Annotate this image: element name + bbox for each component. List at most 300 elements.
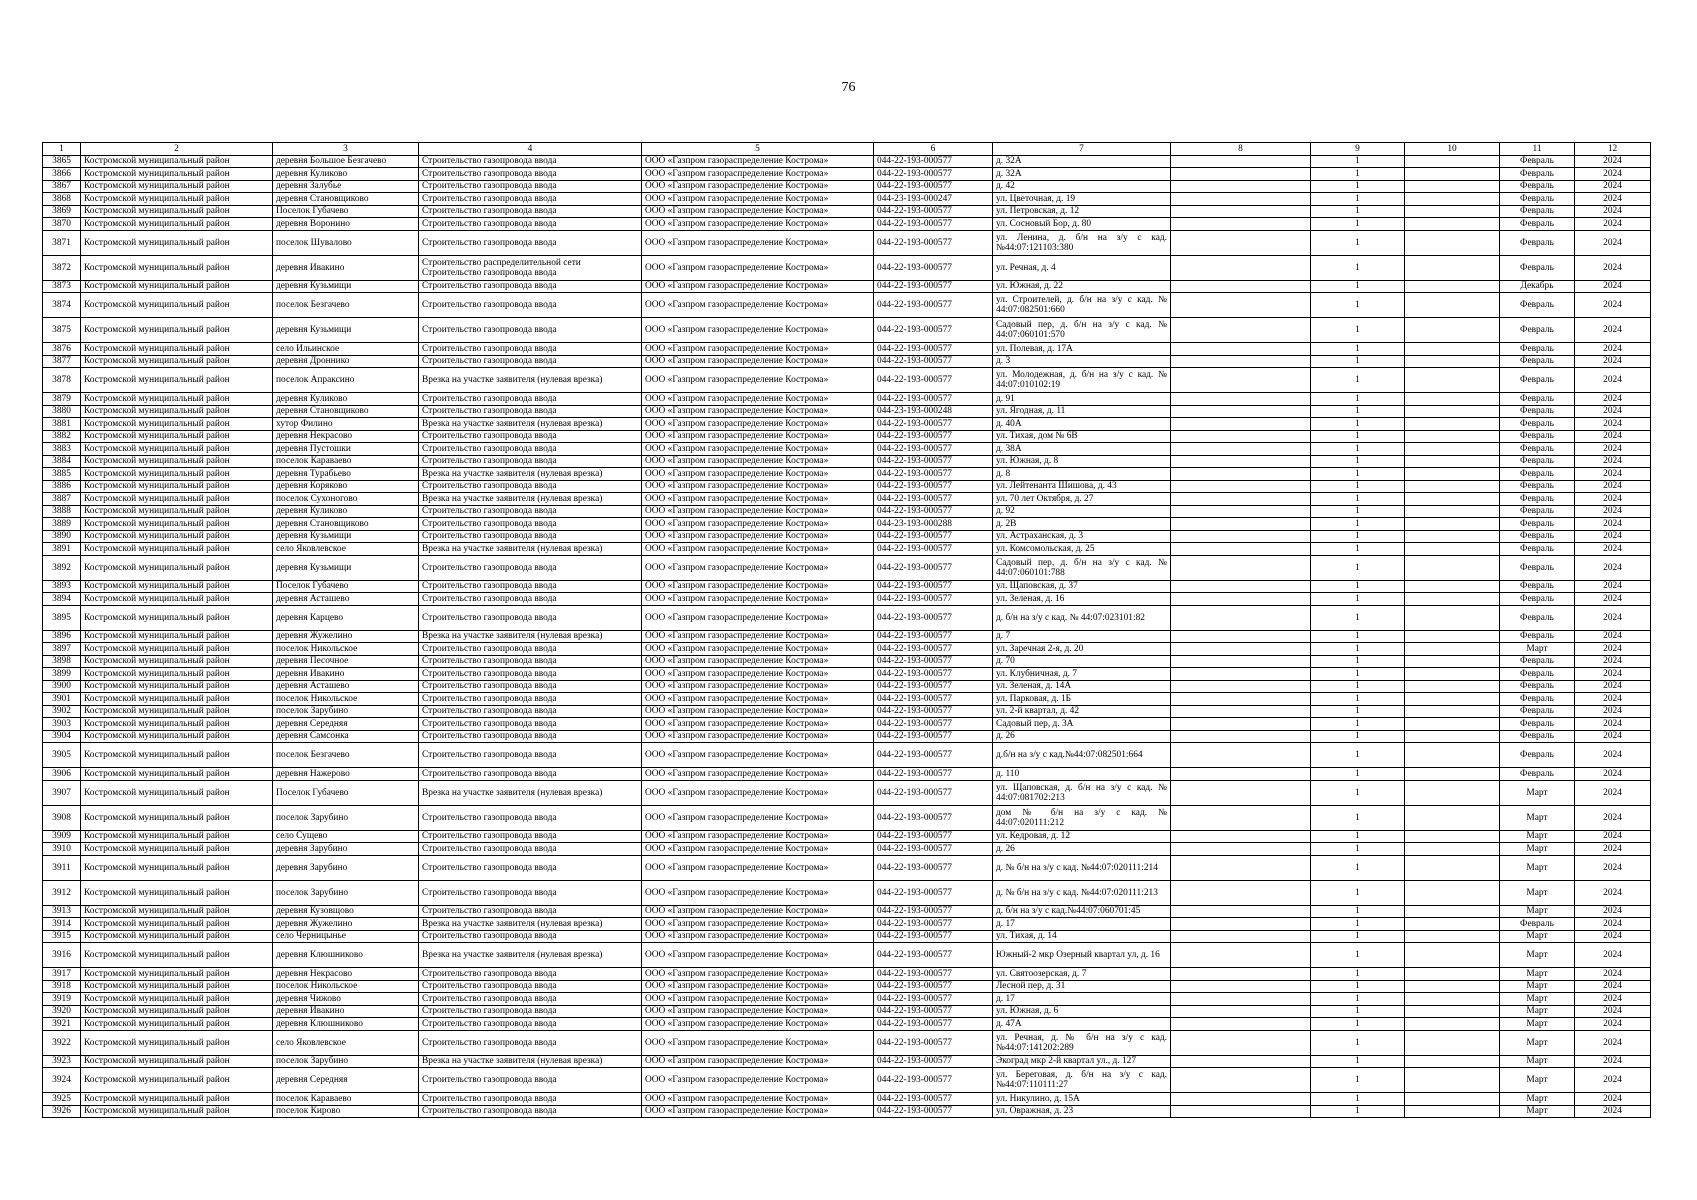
district-cell: Костромской муниципальный район [81,680,273,693]
table-row [43,218,1651,231]
row-number: 3875 [43,318,81,343]
locality-cell: деревня Кузьмищи [273,530,419,543]
address-cell: ул. Щаповская, д. 37 [993,580,1171,593]
code-cell: 044-22-193-000577 [874,418,993,431]
organization-cell: ООО «Газпром газораспределение Кострома» [642,1055,874,1068]
column-10-cell [1405,405,1500,418]
locality-cell: деревня Ивакино [273,668,419,681]
locality-cell: деревня Чижово [273,993,419,1006]
locality-cell: деревня Зарубино [273,843,419,856]
work-type-cell: Строительство газопровода ввода [419,668,642,681]
work-type-cell: Строительство газопровода ввода [419,730,642,743]
column-8-cell [1171,680,1311,693]
column-8-cell [1171,668,1311,681]
row-number: 3910 [43,843,81,856]
year-cell: 2024 [1575,355,1651,368]
locality-cell: поселок Зарубино [273,705,419,718]
column-10-cell [1405,530,1500,543]
district-cell: Костромской муниципальный район [81,743,273,768]
table-row [43,555,1651,580]
address-cell: ул. Полевая, д. 17А [993,343,1171,356]
code-cell: 044-22-193-000577 [874,430,993,443]
work-type-cell: Строительство газопровода ввода [419,318,642,343]
column-10-cell [1405,743,1500,768]
row-number: 3884 [43,455,81,468]
row-number: 3908 [43,805,81,830]
table-row [43,743,1651,768]
district-cell: Костромской муниципальный район [81,855,273,880]
quantity-cell: 1 [1311,293,1405,318]
column-8-cell [1171,730,1311,743]
table-row [43,730,1651,743]
column-10-cell [1405,768,1500,781]
month-cell: Март [1500,930,1575,943]
quantity-cell: 1 [1311,543,1405,556]
work-type-cell: Строительство газопровода ввода [419,205,642,218]
row-number: 3918 [43,980,81,993]
work-type-cell: Врезка на участке заявителя (нулевая врезка) [419,543,642,556]
work-type-cell: Строительство газопровода ввода [419,693,642,706]
district-cell: Костромской муниципальный район [81,493,273,506]
address-cell: ул. Никулино, д. 15А [993,1093,1171,1106]
locality-cell: деревня Дроннико [273,355,419,368]
locality-cell: поселок Никольское [273,643,419,656]
table-row [43,605,1651,630]
column-8-cell [1171,705,1311,718]
year-cell: 2024 [1575,1068,1651,1093]
district-cell: Костромской муниципальный район [81,1105,273,1118]
work-type-cell: Строительство газопровода ввода [419,605,642,630]
column-8-cell [1171,430,1311,443]
table-row [43,880,1651,905]
quantity-cell: 1 [1311,518,1405,531]
address-cell: Садовый пер, д. б/н на з/у с кад. № 44:07:060101:788 [993,555,1171,580]
locality-cell: хутор Филино [273,418,419,431]
quantity-cell: 1 [1311,593,1405,606]
district-cell: Костромской муниципальный район [81,630,273,643]
year-cell: 2024 [1575,830,1651,843]
year-cell: 2024 [1575,543,1651,556]
year-cell: 2024 [1575,968,1651,981]
district-cell: Костромской муниципальный район [81,780,273,805]
year-cell: 2024 [1575,980,1651,993]
row-number: 3911 [43,855,81,880]
column-10-cell [1405,180,1500,193]
column-10-cell [1405,943,1500,968]
column-8-cell [1171,605,1311,630]
row-number: 3905 [43,743,81,768]
column-8-cell [1171,368,1311,393]
locality-cell: село Яковлевское [273,1030,419,1055]
code-cell: 044-22-193-000577 [874,443,993,456]
column-8-cell [1171,905,1311,918]
column-8-cell [1171,393,1311,406]
table-row [43,518,1651,531]
locality-cell: село Яковлевское [273,543,419,556]
column-8-cell [1171,293,1311,318]
month-cell: Март [1500,855,1575,880]
month-cell: Февраль [1500,730,1575,743]
address-cell: ул. Петровская, д. 12 [993,205,1171,218]
address-cell: ул. Тихая, д. 14 [993,930,1171,943]
column-10-cell [1405,418,1500,431]
work-type-cell: Строительство газопровода ввода [419,393,642,406]
locality-cell: деревня Асташево [273,680,419,693]
district-cell: Костромской муниципальный район [81,255,273,280]
year-cell: 2024 [1575,680,1651,693]
month-cell: Март [1500,1093,1575,1106]
row-number: 3894 [43,593,81,606]
locality-cell: Поселок Губачево [273,780,419,805]
table-row [43,655,1651,668]
column-8-cell [1171,643,1311,656]
column-8-cell [1171,993,1311,1006]
code-cell: 044-23-193-000247 [874,193,993,206]
code-cell: 044-23-193-000288 [874,518,993,531]
year-cell: 2024 [1575,693,1651,706]
address-cell: Экоград мкр 2-й квартал ул., д. 127 [993,1055,1171,1068]
column-8-cell [1171,580,1311,593]
organization-cell: ООО «Газпром газораспределение Кострома» [642,405,874,418]
table-row [43,1105,1651,1118]
code-cell: 044-22-193-000577 [874,230,993,255]
table-row [43,580,1651,593]
column-8-cell [1171,218,1311,231]
organization-cell: ООО «Газпром газораспределение Кострома» [642,968,874,981]
year-cell: 2024 [1575,905,1651,918]
work-type-cell: Строительство газопровода ввода [419,743,642,768]
column-8-cell [1171,980,1311,993]
month-cell: Март [1500,1055,1575,1068]
address-cell: ул. Южная, д. 22 [993,280,1171,293]
organization-cell: ООО «Газпром газораспределение Кострома» [642,1068,874,1093]
district-cell: Костромской муниципальный район [81,555,273,580]
district-cell: Костромской муниципальный район [81,968,273,981]
district-cell: Костромской муниципальный район [81,805,273,830]
year-cell: 2024 [1575,255,1651,280]
address-cell: ул. Ягодная, д. 11 [993,405,1171,418]
column-8-cell [1171,1068,1311,1093]
month-cell: Март [1500,968,1575,981]
column-8-cell [1171,593,1311,606]
column-8-cell [1171,480,1311,493]
row-number: 3870 [43,218,81,231]
column-10-cell [1405,905,1500,918]
work-type-cell: Строительство газопровода ввода [419,355,642,368]
code-cell: 044-22-193-000577 [874,368,993,393]
column-10-cell [1405,543,1500,556]
year-cell: 2024 [1575,518,1651,531]
row-number: 3867 [43,180,81,193]
table-row [43,493,1651,506]
table-row [43,855,1651,880]
column-10-cell [1405,968,1500,981]
quantity-cell: 1 [1311,980,1405,993]
column-number-header: 2 [81,143,273,156]
column-10-cell [1405,443,1500,456]
table-row [43,180,1651,193]
month-cell: Февраль [1500,443,1575,456]
month-cell: Февраль [1500,543,1575,556]
work-type-cell: Врезка на участке заявителя (нулевая врезка) [419,493,642,506]
quantity-cell: 1 [1311,230,1405,255]
organization-cell: ООО «Газпром газораспределение Кострома» [642,1018,874,1031]
locality-cell: деревня Клюшниково [273,943,419,968]
district-cell: Костромской муниципальный район [81,543,273,556]
district-cell: Костромской муниципальный район [81,368,273,393]
column-number-header: 12 [1575,143,1651,156]
row-number: 3891 [43,543,81,556]
address-cell: д. 32А [993,155,1171,168]
column-10-cell [1405,193,1500,206]
table-row [43,1055,1651,1068]
work-type-cell: Строительство газопровода ввода [419,968,642,981]
quantity-cell: 1 [1311,843,1405,856]
quantity-cell: 1 [1311,468,1405,481]
organization-cell: ООО «Газпром газораспределение Кострома» [642,605,874,630]
quantity-cell: 1 [1311,630,1405,643]
address-cell: ул. Сосновый Бор, д. 80 [993,218,1171,231]
district-cell: Костромской муниципальный район [81,505,273,518]
organization-cell: ООО «Газпром газораспределение Кострома» [642,230,874,255]
column-8-cell [1171,230,1311,255]
code-cell: 044-22-193-000577 [874,918,993,931]
column-8-cell [1171,518,1311,531]
organization-cell: ООО «Газпром газораспределение Кострома» [642,218,874,231]
row-number: 3900 [43,680,81,693]
district-cell: Костромской муниципальный район [81,905,273,918]
organization-cell: ООО «Газпром газораспределение Кострома» [642,855,874,880]
code-cell: 044-22-193-000577 [874,780,993,805]
code-cell: 044-22-193-000577 [874,205,993,218]
address-cell: ул. Речная, д. № б/н на з/у с кад. №44:07:141202:289 [993,1030,1171,1055]
work-type-cell: Строительство газопровода ввода [419,1018,642,1031]
address-cell: ул. Заречная 2-я, д. 20 [993,643,1171,656]
table-row [43,1005,1651,1018]
year-cell: 2024 [1575,605,1651,630]
year-cell: 2024 [1575,168,1651,181]
address-cell: д. б/н на з/у с кад. № 44:07:023101:82 [993,605,1171,630]
row-number: 3887 [43,493,81,506]
work-type-cell: Строительство газопровода ввода [419,230,642,255]
locality-cell: поселок Шувалово [273,230,419,255]
organization-cell: ООО «Газпром газораспределение Кострома» [642,705,874,718]
organization-cell: ООО «Газпром газораспределение Кострома» [642,1030,874,1055]
district-cell: Костромской муниципальный район [81,718,273,731]
organization-cell: ООО «Газпром газораспределение Кострома» [642,993,874,1006]
work-type-cell: Строительство газопровода ввода [419,843,642,856]
district-cell: Костромской муниципальный район [81,405,273,418]
table-row [43,1068,1651,1093]
quantity-cell: 1 [1311,1093,1405,1106]
table-row [43,980,1651,993]
column-number-header: 4 [419,143,642,156]
quantity-cell: 1 [1311,768,1405,781]
month-cell: Март [1500,980,1575,993]
address-cell: ул. Кедровая, д. 12 [993,830,1171,843]
work-type-cell: Строительство газопровода ввода [419,218,642,231]
work-type-cell: Строительство газопровода ввода [419,530,642,543]
column-number-header: 5 [642,143,874,156]
column-10-cell [1405,230,1500,255]
district-cell: Костромской муниципальный район [81,318,273,343]
organization-cell: ООО «Газпром газораспределение Кострома» [642,168,874,181]
table-row [43,768,1651,781]
row-number: 3913 [43,905,81,918]
column-10-cell [1405,680,1500,693]
quantity-cell: 1 [1311,943,1405,968]
address-cell: ул. Молодежная, д. б/н на з/у с кад. № 44:07:010102:19 [993,368,1171,393]
row-number: 3924 [43,1068,81,1093]
column-10-cell [1405,605,1500,630]
locality-cell: деревня Нажерово [273,768,419,781]
column-8-cell [1171,555,1311,580]
column-8-cell [1171,205,1311,218]
organization-cell: ООО «Газпром газораспределение Кострома» [642,805,874,830]
locality-cell: поселок Апраксино [273,368,419,393]
organization-cell: ООО «Газпром газораспределение Кострома» [642,780,874,805]
table-header [43,143,1651,156]
month-cell: Март [1500,1030,1575,1055]
quantity-cell: 1 [1311,655,1405,668]
year-cell: 2024 [1575,1018,1651,1031]
locality-cell: деревня Некрасово [273,430,419,443]
organization-cell: ООО «Газпром газораспределение Кострома» [642,580,874,593]
address-cell: ул. Ленина, д. б/н на з/у с кад. №44:07:121103:380 [993,230,1171,255]
column-8-cell [1171,505,1311,518]
row-number: 3876 [43,343,81,356]
work-type-cell: Строительство газопровода ввода [419,555,642,580]
row-number: 3890 [43,530,81,543]
code-cell: 044-23-193-000248 [874,405,993,418]
code-cell: 044-22-193-000577 [874,580,993,593]
quantity-cell: 1 [1311,193,1405,206]
locality-cell: деревня Жужелино [273,630,419,643]
year-cell: 2024 [1575,230,1651,255]
column-number-header: 11 [1500,143,1575,156]
table-row [43,368,1651,393]
district-cell: Костромской муниципальный район [81,1093,273,1106]
organization-cell: ООО «Газпром газораспределение Кострома» [642,943,874,968]
month-cell: Февраль [1500,468,1575,481]
quantity-cell: 1 [1311,780,1405,805]
month-cell: Февраль [1500,318,1575,343]
row-number: 3909 [43,830,81,843]
year-cell: 2024 [1575,943,1651,968]
column-10-cell [1405,643,1500,656]
work-type-cell: Строительство газопровода ввода [419,680,642,693]
column-10-cell [1405,918,1500,931]
year-cell: 2024 [1575,880,1651,905]
organization-cell: ООО «Газпром газораспределение Кострома» [642,1093,874,1106]
month-cell: Февраль [1500,480,1575,493]
year-cell: 2024 [1575,343,1651,356]
column-10-cell [1405,1093,1500,1106]
column-10-cell [1405,830,1500,843]
code-cell: 044-22-193-000577 [874,468,993,481]
quantity-cell: 1 [1311,255,1405,280]
month-cell: Февраль [1500,518,1575,531]
month-cell: Февраль [1500,530,1575,543]
work-type-cell: Строительство газопровода ввода [419,768,642,781]
month-cell: Февраль [1500,768,1575,781]
work-type-cell: Врезка на участке заявителя (нулевая врезка) [419,918,642,931]
month-cell: Февраль [1500,655,1575,668]
table-row [43,280,1651,293]
address-cell: ул. Щаповская, д. б/н на з/у с кад. № 44:07:081702:213 [993,780,1171,805]
month-cell: Февраль [1500,180,1575,193]
table-row [43,943,1651,968]
column-8-cell [1171,468,1311,481]
work-type-cell: Строительство газопровода ввода [419,993,642,1006]
organization-cell: ООО «Газпром газораспределение Кострома» [642,293,874,318]
code-cell: 044-22-193-000577 [874,180,993,193]
column-8-cell [1171,280,1311,293]
column-8-cell [1171,743,1311,768]
code-cell: 044-22-193-000577 [874,643,993,656]
address-cell: ул. Южная, д. 8 [993,455,1171,468]
work-type-cell: Врезка на участке заявителя (нулевая врезка) [419,630,642,643]
address-cell: ул. Святоозерская, д. 7 [993,968,1171,981]
work-type-cell: Строительство газопровода ввода [419,405,642,418]
code-cell: 044-22-193-000577 [874,543,993,556]
table-row [43,530,1651,543]
row-number: 3919 [43,993,81,1006]
year-cell: 2024 [1575,468,1651,481]
row-number: 3882 [43,430,81,443]
district-cell: Костромской муниципальный район [81,843,273,856]
organization-cell: ООО «Газпром газораспределение Кострома» [642,880,874,905]
code-cell: 044-22-193-000577 [874,343,993,356]
row-number: 3888 [43,505,81,518]
table-row [43,643,1651,656]
month-cell: Февраль [1500,505,1575,518]
address-cell: д. 2В [993,518,1171,531]
locality-cell: деревня Кузовщово [273,905,419,918]
column-10-cell [1405,468,1500,481]
address-cell: ул. Клубничная, д. 7 [993,668,1171,681]
column-10-cell [1405,630,1500,643]
locality-cell: деревня Песочное [273,655,419,668]
locality-cell: деревня Жужелино [273,918,419,931]
code-cell: 044-22-193-000577 [874,718,993,731]
quantity-cell: 1 [1311,1068,1405,1093]
month-cell: Февраль [1500,718,1575,731]
locality-cell: поселок Безгачево [273,743,419,768]
month-cell: Февраль [1500,405,1575,418]
year-cell: 2024 [1575,505,1651,518]
gas-connection-table [42,142,1651,1118]
quantity-cell: 1 [1311,180,1405,193]
column-10-cell [1405,168,1500,181]
address-cell: д. 26 [993,730,1171,743]
year-cell: 2024 [1575,1093,1651,1106]
row-number: 3883 [43,443,81,456]
row-number: 3886 [43,480,81,493]
locality-cell: деревня Кузьмищи [273,318,419,343]
year-cell: 2024 [1575,593,1651,606]
row-number: 3881 [43,418,81,431]
organization-cell: ООО «Газпром газораспределение Кострома» [642,1105,874,1118]
quantity-cell: 1 [1311,318,1405,343]
row-number: 3921 [43,1018,81,1031]
work-type-cell: Строительство газопровода ввода [419,905,642,918]
table-body [43,155,1651,1118]
locality-cell: Поселок Губачево [273,205,419,218]
district-cell: Костромской муниципальный район [81,1005,273,1018]
quantity-cell: 1 [1311,968,1405,981]
month-cell: Февраль [1500,155,1575,168]
